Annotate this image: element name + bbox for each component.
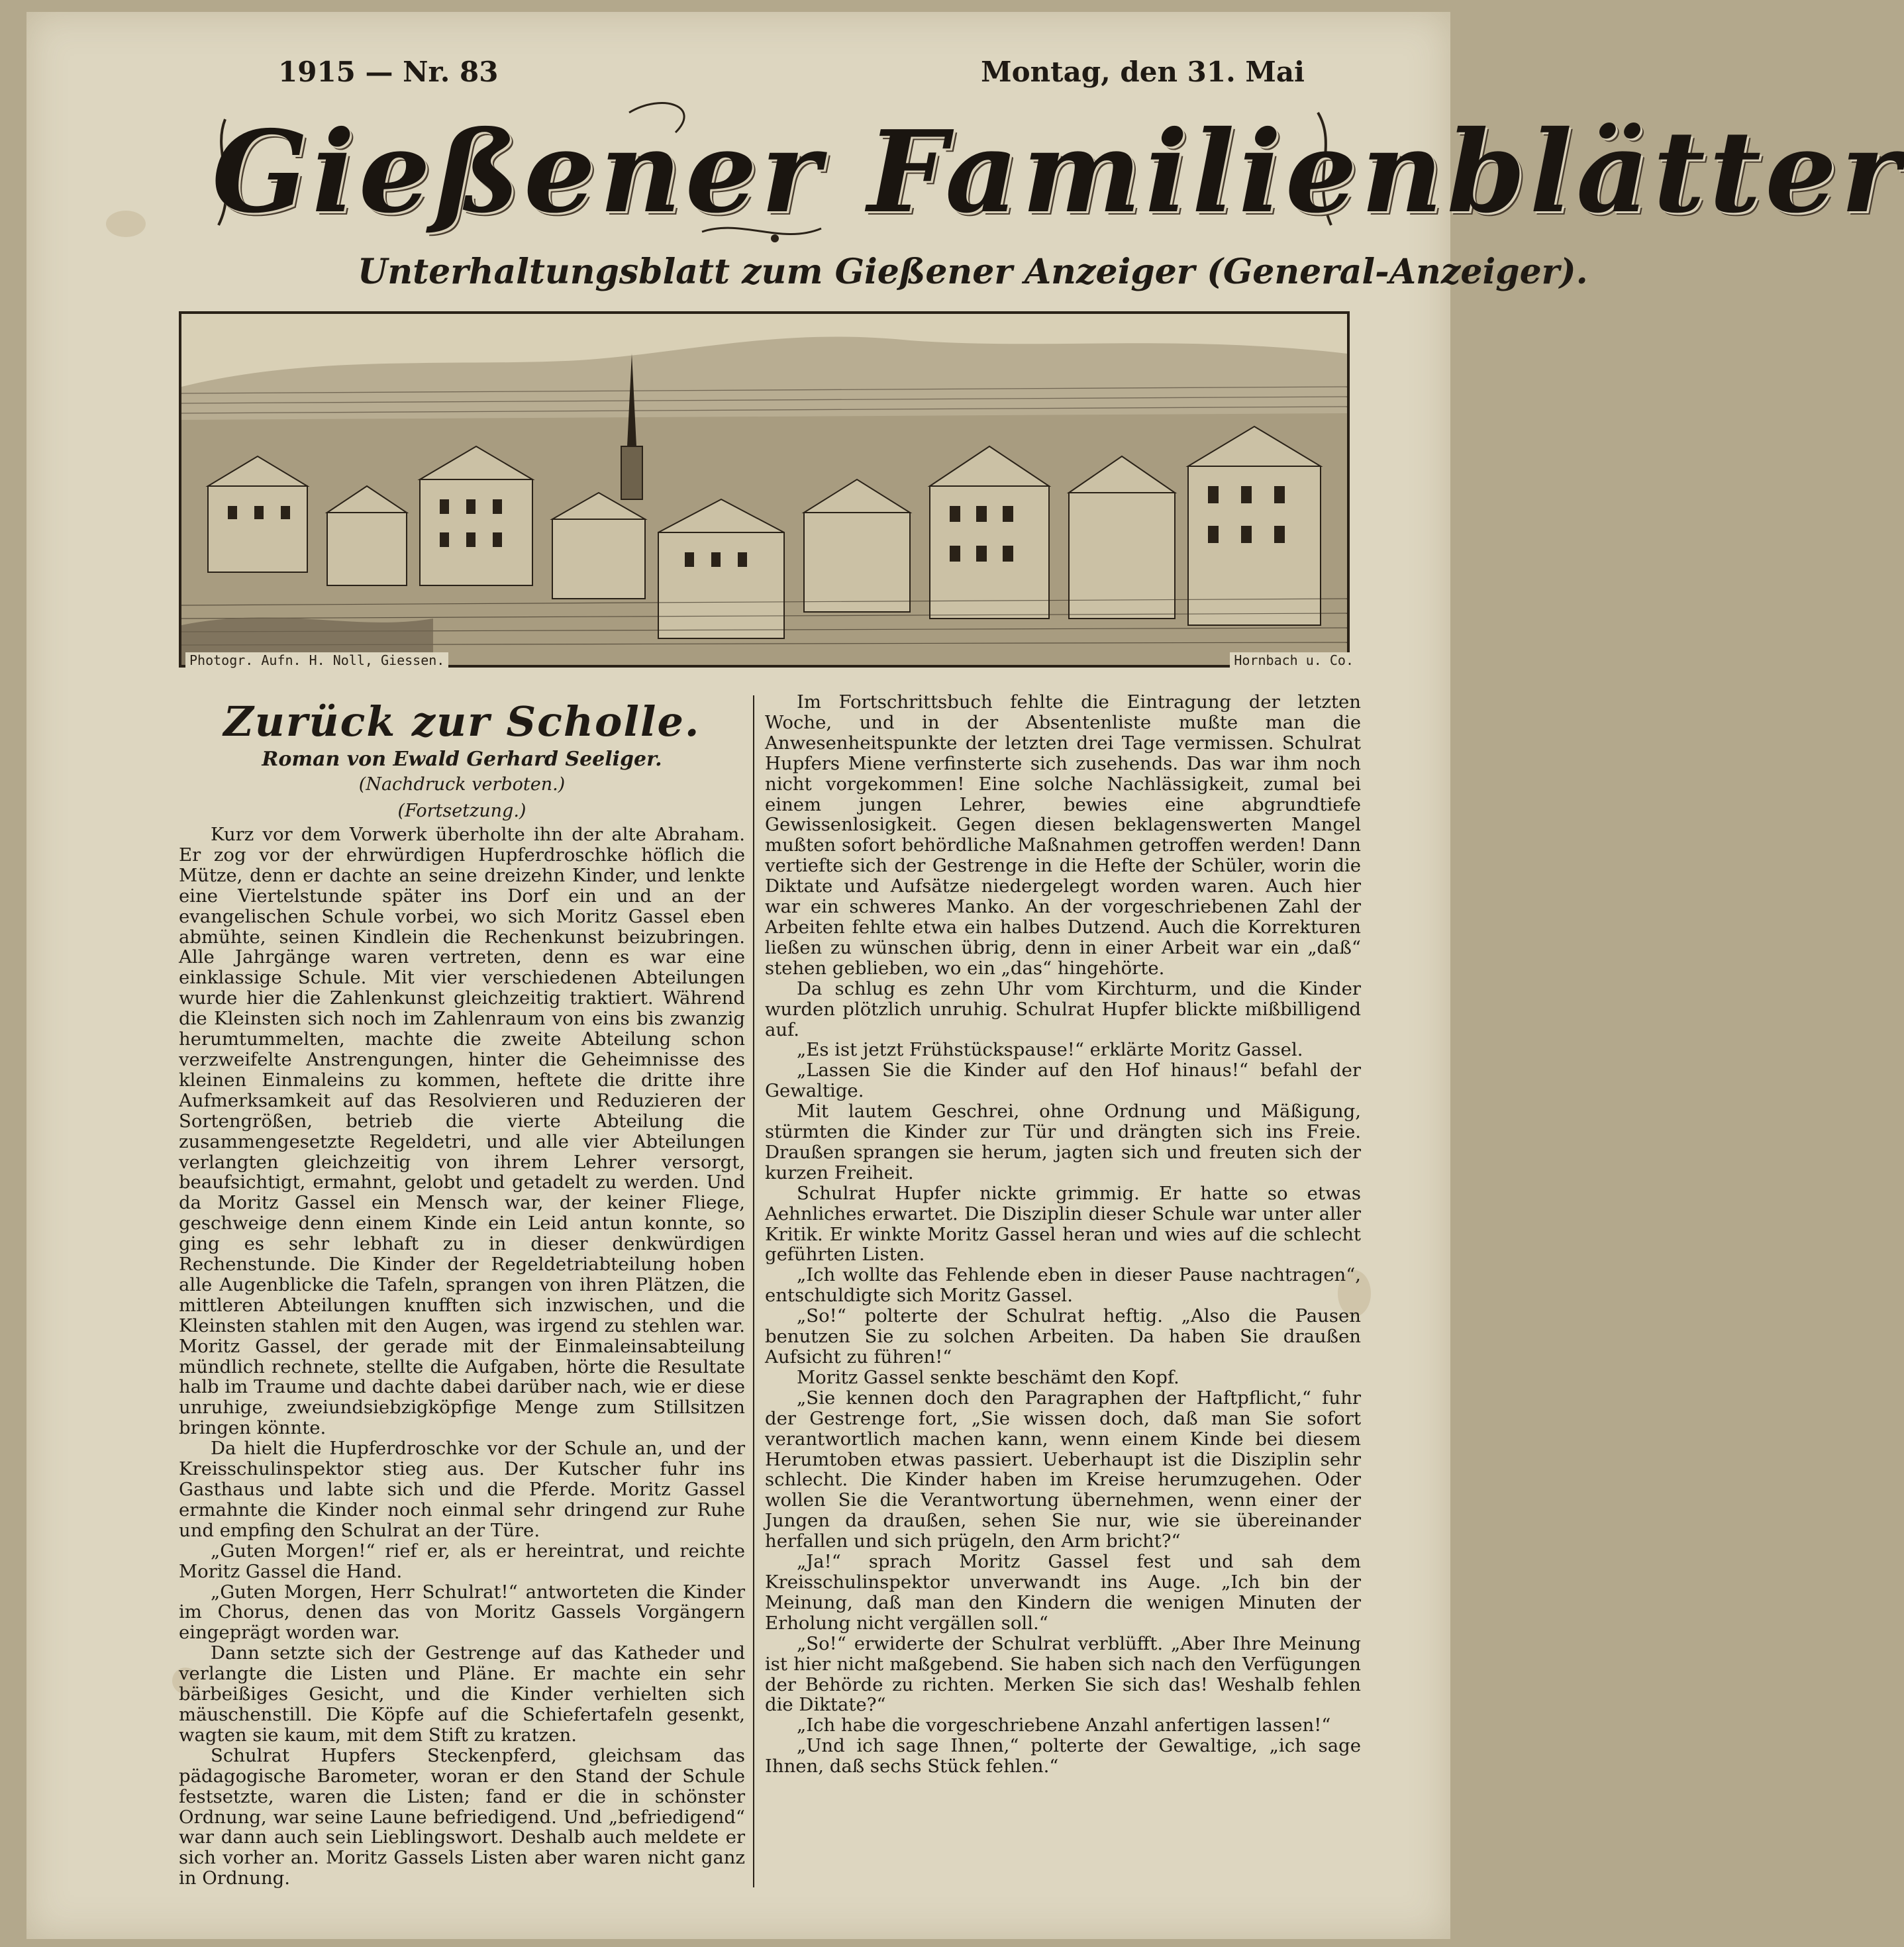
article-column-left: [179, 692, 745, 1889]
article-column-right: [765, 692, 1361, 1777]
article-paragraph: Im Fortschrittsbuch fehlte die Eintragung der letzten Woche, und in der Absentenliste mußte man die Anwesenheitspunkte der letzten drei Tage vermissen. Schulrat Hupfers Miene verfinsterte sich zusehends. Das war ihm noch nicht vorgekommen! Eine solche Nachlässigkeit, zumal bei einem jungen Lehrer, bewies eine abgrundtiefe Gewissenlosigkeit. Gegen diesen beklagenswerten Mangel mußten sofort behördliche Maßnahmen getroffen werden! Dann vertiefte sich der Gestrenge in die Hefte der Schüler, worin die Diktate und Aufsätze niedergelegt worden waren. Auch hier war ein schweres Manko. An der vorgeschriebenen Zahl der Arbeiten fehlte etwa ein halbes Dutzend. Auch die Korrekturen ließen zu wünschen übrig, denn in einer Arbeit war ein „daß“ stehen geblieben, wo ein „das“ hingehörte.: [765, 691, 1361, 979]
paper-stain: [106, 211, 146, 237]
continuation-notice: (Fortsetzung.): [397, 801, 526, 821]
column-divider: [753, 695, 754, 1887]
newspaper-subtitle: Unterhaltungsblatt zum Gießener Anzeiger (General-Anzeiger).: [358, 252, 1588, 292]
article-paragraph: Dann setzte sich der Gestrenge auf das Katheder und verlangte die Listen und Pläne. Er machte ein sehr bärbeißiges Gesicht, und die Kinder verhielten sich mäuschenstill. Die Köpfe auf die Schiefertafeln gesenkt, wagten sie kaum, mit dem Stift zu kratzen.: [179, 1642, 745, 1746]
engraver-credit: Hornbach u. Co.: [1230, 652, 1358, 668]
article-paragraph: „Ich habe die vorgeschriebene Anzahl anfertigen lassen!“: [797, 1715, 1331, 1736]
article-paragraph: Moritz Gassel senkte beschämt den Kopf.: [797, 1366, 1179, 1388]
issue-number: 1915 — Nr. 83: [278, 56, 499, 88]
city-view-illustration: [179, 311, 1350, 668]
giessen-panorama-engraving: [181, 314, 1347, 665]
article-paragraph: „Und ich sage Ihnen,“ polterte der Gewaltige, „ich sage Ihnen, daß sechs Stück fehlen.“: [765, 1735, 1361, 1777]
article-paragraph: „Ich wollte das Fehlende eben in dieser Pause nachtragen“, entschuldigte sich Moritz Gassel.: [765, 1264, 1361, 1307]
reprint-notice: (Nachdruck verboten.): [358, 774, 566, 795]
article-paragraph: Schulrat Hupfer nickte grimmig. Er hatte so etwas Aehnliches erwartet. Die Disziplin dieser Schule war unter aller Kritik. Er winkte Moritz Gassel heran und wies auf die schlecht geführten Listen.: [765, 1182, 1361, 1266]
article-paragraph: Da schlug es zehn Uhr vom Kirchturm, und die Kinder wurden plötzlich unruhig. Schulrat Hupfer blickte mißbilligend auf.: [765, 977, 1361, 1040]
article-paragraph: Schulrat Hupfers Steckenpferd, gleichsam das pädagogische Barometer, woran er den Stand der Schule festsetzte, waren die Listen; fand er die in schönster Ordnung, war seine Laune befriedigend. Und „befriedigend“ war dann auch sein Lieblingswort. Deshalb auch meldete er sich vorher an. Moritz Gassels Listen aber waren nicht ganz in Ordnung.: [179, 1744, 745, 1889]
article-paragraph: Mit lautem Geschrei, ohne Ordnung und Mäßigung, stürmten die Kinder zur Tür und drängten sich ins Freie. Draußen sprangen sie herum, jagten sich und freuten sich der kurzen Freiheit.: [765, 1101, 1361, 1183]
photo-credit: Photogr. Aufn. H. Noll, Giessen.: [185, 652, 448, 668]
article-paragraph: „Ja!“ sprach Moritz Gassel fest und sah dem Kreisschulinspektor unverwandt ins Auge. „Ich bin der Meinung, daß man den Kindern die wenigen Minuten der Erholung nicht vergällen soll.“: [765, 1551, 1361, 1634]
article-paragraph: „So!“ polterte der Schulrat heftig. „Also die Pausen benutzen Sie zu solchen Arbeiten. Da haben Sie draußen Aufsicht zu führen!“: [765, 1305, 1361, 1368]
article-paragraph: „Sie kennen doch den Paragraphen der Haftpflicht,“ fuhr der Gestrenge fort, „Sie wissen doch, daß man Sie sofort verantwortlich machen kann, wenn einem Kinde bei diesem Herumtoben etwas passiert. Ueberhaupt ist die Disziplin sehr schlecht. Die Kinder haben im Kreise herumzugehen. Oder wollen Sie die Verantwortung übernehmen, wenn einer der Jungen da draußen, sehen Sie nur, wie sie übereinander herfallen und sich prügeln, den Arm bricht?“: [765, 1387, 1361, 1552]
article-paragraph: „Guten Morgen, Herr Schulrat!“ antworteten die Kinder im Chorus, denen das von Moritz Gassels Vorgängern eingeprägt worden war.: [179, 1581, 745, 1644]
masthead: [205, 93, 1904, 344]
article-paragraph: Da hielt die Hupferdroschke vor der Schule an, und der Kreisschulinspektor stieg aus. Der Kutscher fuhr ins Gasthaus und labte sich und die Pferde. Moritz Gassel ermahnte die Kinder noch einmal sehr dringend zur Ruhe und empfing den Schulrat an der Türe.: [179, 1438, 745, 1541]
page-content: [179, 46, 1904, 1921]
article-paragraph: „Lassen Sie die Kinder auf den Hof hinaus!“ befahl der Gewaltige.: [765, 1060, 1361, 1102]
article-paragraph: „So!“ erwiderte der Schulrat verblüfft. „Aber Ihre Meinung ist hier nicht maßgebend. Sie haben sich nach den Verfügungen der Behörde zu richten. Merken Sie sich das! Weshalb fehlen die Diktate?“: [765, 1632, 1361, 1716]
newspaper-title: Gießener Familienblätter: [212, 106, 1904, 238]
article-paragraph: „Guten Morgen!“ rief er, als er hereintrat, und reichte Moritz Gassel die Hand.: [179, 1540, 745, 1582]
article-headline: Zurück zur Scholle.: [223, 697, 701, 746]
article-paragraph: Kurz vor dem Vorwerk überholte ihn der alte Abraham. Er zog vor der ehrwürdigen Hupferdroschke höflich die Mütze, denn er dachte an seine dreizehn Kinder, und lenkte eine Viertelstunde später ins Dorf ein und an der evangelischen Schule vorbei, wo sich Moritz Gassel eben abmühte, seinen Kindlein die Rechenkunst beizubringen. Alle Jahrgänge waren vertreten, denn es war eine einklassige Schule. Mit vier verschiedenen Abteilungen wurde hier die Zahlenkunst gleichzeitig traktiert. Während die Kleinsten sich noch im Zahlenraum von eins bis zwanzig herumtummelten, machte die zweite Abteilung schon verzweifelte Anstrengungen, hinter die Geheimnisse des kleinen Einmaleins zu kommen, heftete die dritte ihre Aufmerksamkeit auf das Resolvieren und Reduzieren der Sortengrößen, betrieb die vierte Abteilung die zusammengesetzte Regeldetri, und alle vier Abteilungen verlangten gleichzeitig von ihrem Lehrer versorgt, beaufsichtigt, ermahnt, gelobt und getadelt zu werden. Und da Moritz Gassel ein Mensch war, der keiner Fliege, geschweige denn einem Kinde ein Leid antun konnte, so ging es sehr lebhaft zu in dieser denkwürdigen Rechenstunde. Die Kinder der Regeldetriabteilung hoben alle Augenblicke die Tafeln, sprangen von ihren Plätzen, die mittleren Abteilungen knufften sich inzwischen, und die Kleinsten stahlen mit den Augen, was irgend zu stehlen war. Moritz Gassel, der gerade mit der Einmaleinsabteilung mündlich rechnete, stellte die Aufgaben, hörte die Resultate halb im Traume und dachte dabei darüber nach, wie er diese unruhige, zweiundsiebzigköpfige Menge zum Stillsitzen bringen könnte.: [179, 824, 745, 1439]
issue-date: Montag, den 31. Mai: [981, 56, 1305, 88]
article-paragraph: „Es ist jetzt Frühstückspause!“ erklärte Moritz Gassel.: [797, 1039, 1303, 1061]
article-byline: Roman von Ewald Gerhard Seeliger.: [262, 748, 662, 771]
